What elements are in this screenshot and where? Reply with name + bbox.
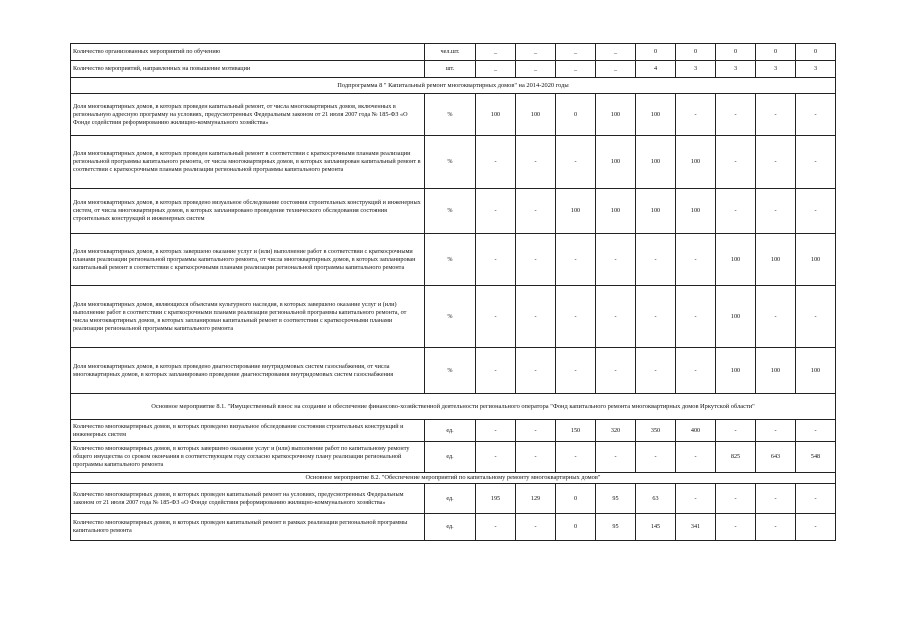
value-cell: _ [556, 61, 596, 78]
value-cell: _ [516, 44, 556, 61]
unit-cell: % [425, 136, 476, 189]
value-cell: - [476, 136, 516, 189]
value-cell: 100 [716, 234, 756, 286]
section-header-row [71, 78, 836, 94]
value-cell: 341 [676, 514, 716, 541]
indicator-description: Доля многоквартирных домов, в которых завершено оказание услуг и (или) выполнение работ в соответствии с краткосрочными планами реализации региональной программы капитального ремонта, от числа многоквартирных домов, в которых запланирован капитальный ремонт в соответствии с краткосрочными планами реализации региональной программы капитального ремонта [71, 234, 425, 286]
indicator-description: Доля многоквартирных домов, в которых проведен капитальный ремонт в соответствии с краткосрочными планами реализации региональной программы капитального ремонта, от числа многоквартирных домов, в которых запланирован капитальный ремонт в соответствии с краткосрочными планами реализации региональной программы капитального ремонта [71, 136, 425, 189]
table-row [71, 136, 836, 189]
table-row [71, 442, 836, 473]
value-cell: - [476, 348, 516, 394]
value-cell: - [796, 286, 836, 348]
value-cell: - [476, 442, 516, 473]
value-cell: 100 [676, 189, 716, 234]
indicator-description: Количество многоквартирных домов, в которых проведен капитальный ремонт на условиях, предусмотренных Федеральным законом от 21 июля 2007 года № 185-ФЗ «О Фонде содействия реформированию жилищно-коммунального хозяйства» [71, 484, 425, 514]
value-cell: 0 [556, 514, 596, 541]
value-cell: - [756, 189, 796, 234]
value-cell: 145 [636, 514, 676, 541]
indicator-description: Доля многоквартирных домов, в которых проведено диагностирование внутридомовых систем газоснабжения, от числа многоквартирных домов, в которых запланировано проведение диагностирования внутридомовых систем газоснабжения [71, 348, 425, 394]
value-cell: - [596, 234, 636, 286]
value-cell: - [476, 286, 516, 348]
value-cell: - [596, 442, 636, 473]
value-cell: - [716, 514, 756, 541]
value-cell: - [756, 136, 796, 189]
value-cell: 100 [476, 94, 516, 136]
value-cell: - [516, 189, 556, 234]
indicator-description: Доля многоквартирных домов, в которых проведен капитальный ремонт, от числа многоквартирных домов, включенных в региональную адресную программу на условиях, предусмотренных Федеральным законом от 21 июля 2007 года № 185-ФЗ «О Фонде содействия реформированию жилищно-коммунального хозяйства» [71, 94, 425, 136]
value-cell: - [476, 514, 516, 541]
value-cell: - [476, 189, 516, 234]
unit-cell: % [425, 286, 476, 348]
value-cell: 129 [516, 484, 556, 514]
value-cell: 3 [716, 61, 756, 78]
value-cell: - [556, 348, 596, 394]
unit-cell: ед. [425, 484, 476, 514]
value-cell: - [796, 136, 836, 189]
value-cell: - [596, 348, 636, 394]
value-cell: 100 [556, 189, 596, 234]
unit-cell: чел.шт. [425, 44, 476, 61]
value-cell: - [636, 348, 676, 394]
indicator-description: Количество многоквартирных домов, в которых завершено оказание услуг и (или) выполнение работ по капитальному ремонту общего имущества со сроком окончания в соответствующем году согласно краткосрочному плану реализации региональной программы капитального ремонта [71, 442, 425, 473]
unit-cell: % [425, 189, 476, 234]
value-cell: 95 [596, 484, 636, 514]
value-cell: - [676, 442, 716, 473]
value-cell: - [516, 234, 556, 286]
value-cell: - [716, 189, 756, 234]
value-cell: - [476, 234, 516, 286]
section-header-row [71, 473, 836, 484]
value-cell: 100 [596, 189, 636, 234]
table-row [71, 234, 836, 286]
value-cell: - [756, 514, 796, 541]
indicator-description: Количество многоквартирных домов, в которых проведен капитальный ремонт в рамках реализации региональной программы капитального ремонта [71, 514, 425, 541]
unit-cell: % [425, 94, 476, 136]
value-cell: 100 [636, 189, 676, 234]
value-cell: 0 [636, 44, 676, 61]
value-cell: 3 [676, 61, 716, 78]
value-cell: _ [516, 61, 556, 78]
value-cell: 95 [596, 514, 636, 541]
table-row [71, 94, 836, 136]
value-cell: 3 [756, 61, 796, 78]
value-cell: - [676, 234, 716, 286]
table-row [71, 484, 836, 514]
value-cell: - [796, 189, 836, 234]
section-title: Подпрограмма 8 " Капитальный ремонт многоквартирных домов" на 2014-2020 годы [71, 78, 836, 94]
value-cell: 100 [796, 348, 836, 394]
indicators-table [70, 43, 836, 541]
table-row [71, 61, 836, 78]
section-title: Основное мероприятие 8.2. "Обеспечение мероприятий по капитальному ремонту многоквартирных домов" [71, 473, 836, 484]
value-cell: - [676, 286, 716, 348]
value-cell: - [756, 286, 796, 348]
indicator-description: Доля многоквартирных домов, являющихся объектами культурного наследия, в которых завершено оказание услуг и (или) выполнение работ в соответствии с краткосрочными планами реализации региональной программы капитального ремонта, от числа многоквартирных домов, в которых запланирован капитальный ремонт в соответствии с краткосрочными планами реализации региональной программы капитального ремонта [71, 286, 425, 348]
value-cell: - [796, 514, 836, 541]
table-row [71, 420, 836, 442]
value-cell: - [716, 420, 756, 442]
value-cell: 100 [596, 94, 636, 136]
value-cell: _ [556, 44, 596, 61]
value-cell: 100 [716, 348, 756, 394]
value-cell: - [716, 94, 756, 136]
value-cell: _ [476, 61, 516, 78]
value-cell: 100 [516, 94, 556, 136]
value-cell: - [756, 484, 796, 514]
value-cell: 150 [556, 420, 596, 442]
value-cell: 100 [676, 136, 716, 189]
value-cell: 63 [636, 484, 676, 514]
value-cell: _ [596, 61, 636, 78]
value-cell: _ [476, 44, 516, 61]
value-cell: - [676, 484, 716, 514]
value-cell: - [516, 514, 556, 541]
value-cell: 0 [676, 44, 716, 61]
value-cell: 643 [756, 442, 796, 473]
indicator-description: Количество мероприятий, направленных на повышение мотивации [71, 61, 425, 78]
indicator-description: Количество организованных мероприятий по обучению [71, 44, 425, 61]
value-cell: 0 [756, 44, 796, 61]
value-cell: - [516, 286, 556, 348]
value-cell: - [676, 348, 716, 394]
value-cell: - [756, 94, 796, 136]
value-cell: - [796, 484, 836, 514]
value-cell: - [676, 94, 716, 136]
unit-cell: ед. [425, 442, 476, 473]
value-cell: - [636, 442, 676, 473]
indicator-description: Количество многоквартирных домов, в которых проведено визуальное обследование состояния строительных конструкций и инженерных систем [71, 420, 425, 442]
table-row [71, 189, 836, 234]
value-cell: - [636, 234, 676, 286]
value-cell: - [636, 286, 676, 348]
value-cell: 100 [796, 234, 836, 286]
section-title: Основное мероприятие 8.1. "Имущественный взнос на создание и обеспечение финансово-хозяйственной деятельности регионального оператора "Фонд капитального ремонта многоквартирных домов Иркутской области" [71, 394, 836, 420]
value-cell: - [476, 420, 516, 442]
unit-cell: ед. [425, 514, 476, 541]
value-cell: - [756, 420, 796, 442]
value-cell: 100 [636, 136, 676, 189]
value-cell: - [716, 484, 756, 514]
value-cell: - [516, 420, 556, 442]
value-cell: 100 [596, 136, 636, 189]
value-cell: - [556, 442, 596, 473]
value-cell: 350 [636, 420, 676, 442]
unit-cell: % [425, 234, 476, 286]
table-row [71, 348, 836, 394]
value-cell: - [596, 286, 636, 348]
table-row [71, 514, 836, 541]
value-cell: 0 [556, 484, 596, 514]
value-cell: - [716, 136, 756, 189]
value-cell: 4 [636, 61, 676, 78]
value-cell: - [516, 348, 556, 394]
value-cell: - [796, 94, 836, 136]
value-cell: 3 [796, 61, 836, 78]
value-cell: 100 [756, 348, 796, 394]
value-cell: - [556, 286, 596, 348]
table-row [71, 286, 836, 348]
value-cell: 320 [596, 420, 636, 442]
value-cell: _ [596, 44, 636, 61]
value-cell: 0 [556, 94, 596, 136]
value-cell: 0 [796, 44, 836, 61]
value-cell: 0 [716, 44, 756, 61]
unit-cell: ед. [425, 420, 476, 442]
value-cell: - [516, 442, 556, 473]
value-cell: 100 [756, 234, 796, 286]
value-cell: 100 [716, 286, 756, 348]
value-cell: 825 [716, 442, 756, 473]
value-cell: - [556, 234, 596, 286]
value-cell: - [556, 136, 596, 189]
value-cell: 400 [676, 420, 716, 442]
value-cell: 548 [796, 442, 836, 473]
table-row [71, 44, 836, 61]
unit-cell: шт. [425, 61, 476, 78]
value-cell: - [796, 420, 836, 442]
value-cell: 100 [636, 94, 676, 136]
indicator-description: Доля многоквартирных домов, в которых проведено визуальное обследование состояния строительных конструкций и инженерных систем, от числа многоквартирных домов, в которых запланировано проведение технического обследования состояния строительных конструкций и инженерных систем [71, 189, 425, 234]
document-sheet [70, 43, 835, 541]
unit-cell: % [425, 348, 476, 394]
section-header-row [71, 394, 836, 420]
value-cell: - [516, 136, 556, 189]
value-cell: 195 [476, 484, 516, 514]
